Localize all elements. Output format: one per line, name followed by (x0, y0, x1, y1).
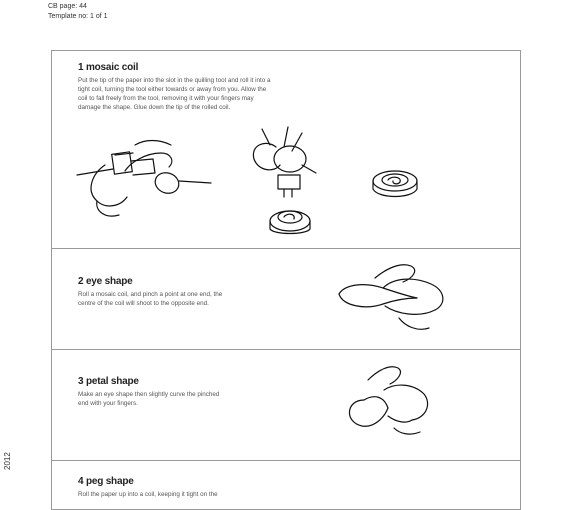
quilling-tool-hand-illustration (75, 135, 215, 225)
cb-page-label: CB page: 44 (48, 3, 87, 10)
step-petal-shape (78, 376, 219, 408)
step-divider (51, 460, 521, 461)
step-peg-shape (78, 476, 218, 499)
side-year-label: 2012 (3, 452, 12, 470)
step-divider (51, 248, 521, 249)
coil-release-illustration (240, 125, 330, 240)
page-header (48, 2, 108, 22)
petal-shape-pinch-illustration (340, 360, 440, 438)
step-description: Roll a mosaic coil, and pinch a point at one end, the centre of the coil will shoot to the opposite end. (78, 291, 223, 307)
step-description: Roll the paper up into a coil, keeping it tight on the (78, 491, 218, 498)
step-description: Make an eye shape then slightly curve the pinched end with your fingers. (78, 391, 220, 407)
step-eye-shape (78, 276, 222, 308)
step-title: 1 mosaic coil (78, 62, 139, 73)
step-title: 3 petal shape (78, 376, 139, 387)
step-description: Put the tip of the paper into the slot in the quilling tool and roll it into a tight coil, turning the tool either towards or away from you. Allow the coil to fall freely from the tool, removing it with your fingers may damage the shape. Glue down the tip of the rolled coil. (78, 77, 271, 111)
step-title: 2 eye shape (78, 276, 133, 287)
step-divider (51, 349, 521, 350)
step-title: 4 peg shape (78, 476, 134, 487)
template-number-label: Template no: 1 of 1 (48, 13, 108, 20)
step-mosaic-coil (78, 62, 271, 112)
eye-shape-pinch-illustration (335, 258, 455, 338)
mosaic-coil-illustration (366, 165, 424, 205)
